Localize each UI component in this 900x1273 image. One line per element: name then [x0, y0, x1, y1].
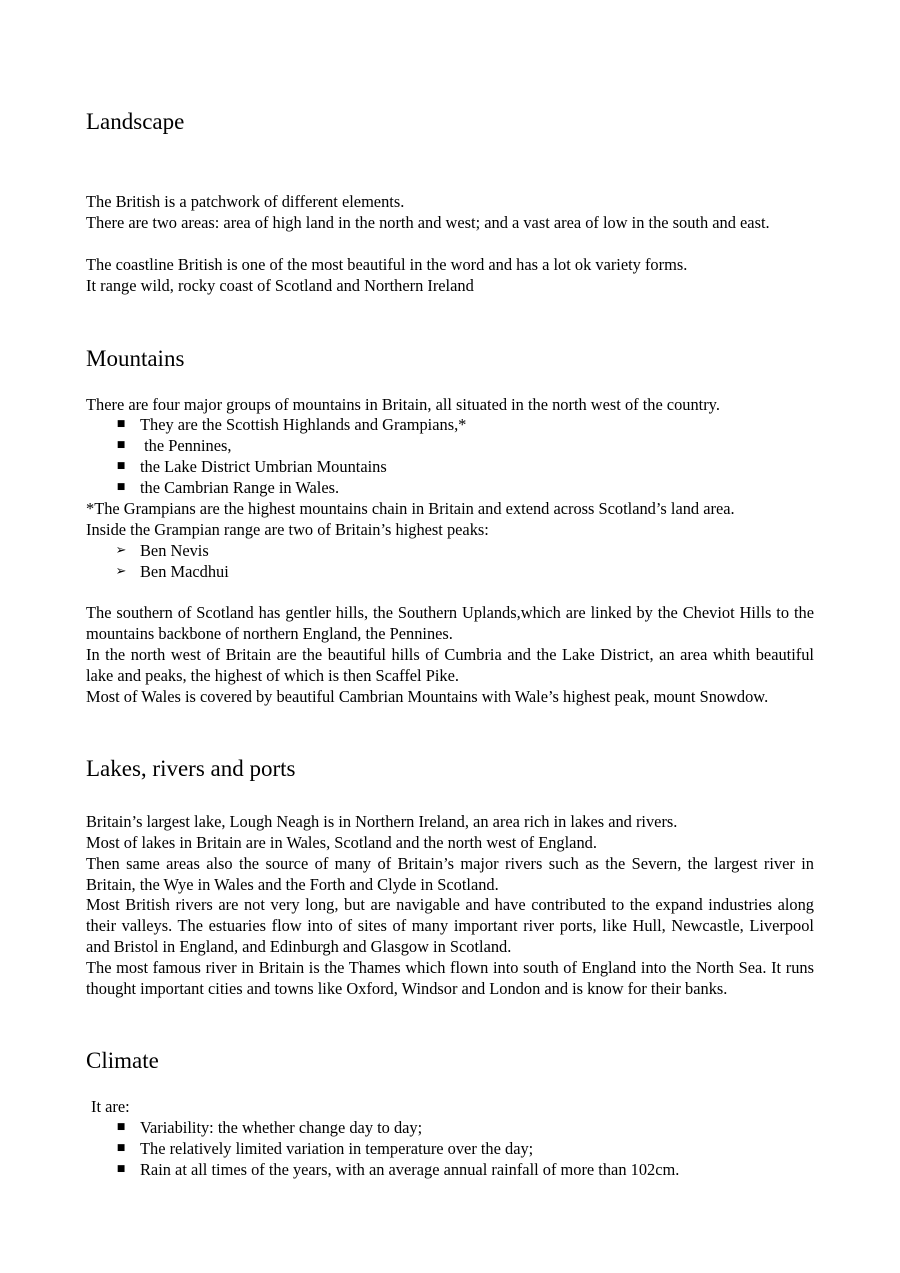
- list-item: ➢ Ben Nevis: [115, 541, 209, 560]
- square-bullet-icon: ■: [116, 461, 126, 471]
- list-item: ■ the Pennines,: [86, 435, 814, 456]
- list-item: ■ the Cambrian Range in Wales.: [86, 477, 814, 498]
- square-bullet-icon: ■: [116, 440, 126, 450]
- square-bullet-icon: ■: [116, 482, 126, 492]
- grampians-peaks-intro: Inside the Grampian range are two of Britain’s highest peaks:: [86, 520, 489, 539]
- list-item: ■ Variability: the whether change day to day;: [86, 1117, 814, 1138]
- lakes-line-2: Most of lakes in Britain are in Wales, Scotland and the north west of England.: [86, 833, 597, 852]
- arrow-bullet-icon: ➢: [115, 564, 127, 579]
- list-item: ■ The relatively limited variation in temperature over the day;: [86, 1138, 814, 1159]
- peaks-list: [86, 540, 814, 582]
- thames-paragraph: The most famous river in Britain is the Thames which flown into south of England into the North Sea. It runs thought important cities and towns like Oxford, Windsor and London and is know for their banks.: [86, 958, 814, 998]
- heading-landscape: Landscape: [86, 109, 185, 134]
- heading-climate: Climate: [86, 1048, 159, 1073]
- rivers-paragraph: Then same areas also the source of many of Britain’s major rivers such as the Severn, the largest river in Britain, the Wye in Wales and the Forth and Clyde in Scotland.: [86, 854, 814, 894]
- landscape-line-3: The coastline British is one of the most beautiful in the word and has a lot ok variety forms.: [86, 255, 688, 274]
- lakes-line-1: Britain’s largest lake, Lough Neagh is in Northern Ireland, an area rich in lakes and rivers.: [86, 812, 678, 831]
- square-bullet-icon: ■: [116, 419, 126, 429]
- square-bullet-icon: ■: [116, 1122, 126, 1132]
- list-item: ■ Rain at all times of the years, with an average annual rainfall of more than 102cm.: [86, 1159, 814, 1180]
- lake-district-paragraph: In the north west of Britain are the beautiful hills of Cumbria and the Lake District, an area whith beautiful lake and peaks, the highest of which is then Scaffel Pike.: [86, 645, 814, 685]
- list-item: ■ They are the Scottish Highlands and Grampians,*: [86, 414, 814, 435]
- square-bullet-icon: ■: [116, 1143, 126, 1153]
- heading-mountains: Mountains: [86, 346, 185, 371]
- heading-lakes-rivers-ports: Lakes, rivers and ports: [86, 756, 296, 781]
- grampians-note: *The Grampians are the highest mountains chain in Britain and extend across Scotland’s land area.: [86, 499, 735, 518]
- list-item: ■ the Lake District Umbrian Mountains: [86, 456, 814, 477]
- landscape-line-2: There are two areas: area of high land in the north and west; and a vast area of low in the south and east.: [86, 213, 770, 232]
- square-bullet-icon: ■: [116, 1164, 126, 1174]
- climate-intro: It are:: [91, 1097, 130, 1116]
- wales-paragraph: Most of Wales is covered by beautiful Cambrian Mountains with Wale’s highest peak, mount Snowdow.: [86, 687, 769, 706]
- southern-uplands-paragraph: The southern of Scotland has gentler hills, the Southern Uplands,which are linked by the Cheviot Hills to the mountains backbone of northern England, the Pennines.: [86, 603, 814, 643]
- landscape-line-1: The British is a patchwork of different elements.: [86, 192, 405, 211]
- mountains-intro: There are four major groups of mountains in Britain, all situated in the north west of the country.: [86, 395, 720, 414]
- mountain-groups-list: [86, 414, 814, 498]
- list-item: ➢ Ben Macdhui: [115, 562, 229, 581]
- landscape-line-4: It range wild, rocky coast of Scotland and Northern Ireland: [86, 276, 474, 295]
- climate-list: [86, 1117, 814, 1180]
- arrow-bullet-icon: ➢: [115, 543, 127, 558]
- ports-paragraph: Most British rivers are not very long, but are navigable and have contributed to the expand industries along their valleys. The estuaries flow into of sites of many important river ports, like Hull, Newcastle, Liverpool and Bristol in England, and Edinburgh and Glasgow in Scotland.: [86, 895, 814, 956]
